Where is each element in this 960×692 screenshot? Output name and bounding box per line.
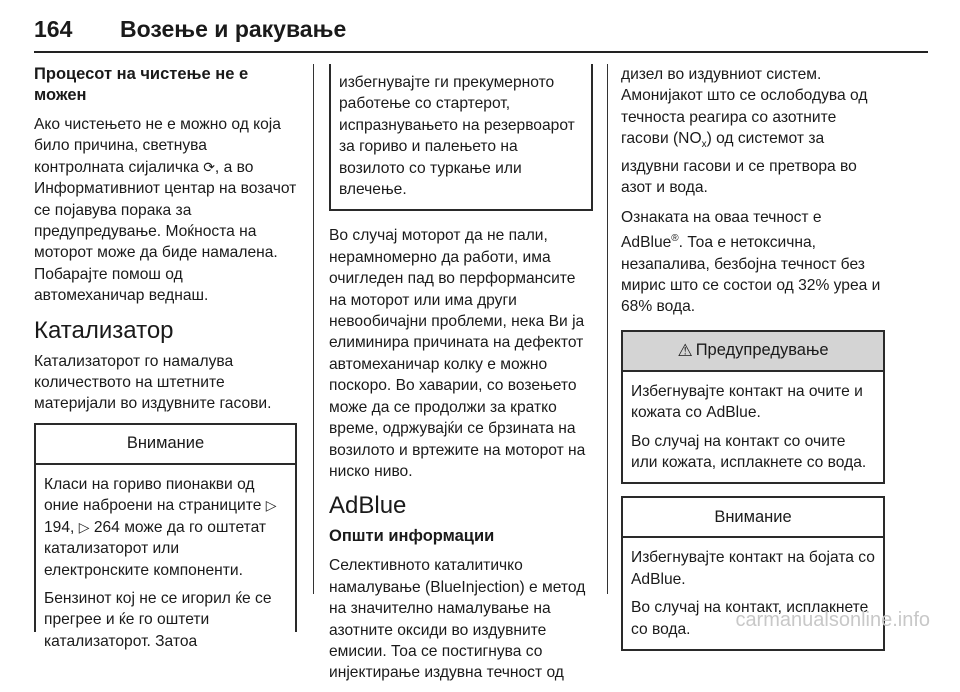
column-3	[621, 64, 885, 651]
column-1	[34, 64, 297, 650]
chapter-title: Возење и ракување	[120, 16, 347, 42]
notice-body-paint	[623, 538, 883, 649]
page-ref-arrow-icon: ▷	[78, 518, 90, 535]
notice-body-continued	[331, 64, 591, 209]
paragraph-catalyst: Катализаторот го намалува количеството на штетните материјали во издувните гасови.	[34, 352, 272, 413]
paragraph-engine-problems: Во случај моторот да не пали, нерамномерно да работи, има очигледен пад во перформансите на моторот или има други невообичајни проблеми, нека Ви ја елиминира причината на дефектот автомеханичар колку е можно поскоро. Во хаварии, со возењето може да се продолжи за кратко време, одржувајќи се брзината на возилото и вртежите на моторот на ниско ниво.	[329, 227, 586, 480]
notice-paint-paragraph-2: Во случај на контакт, исплакнете со вода.	[631, 599, 869, 638]
column-divider-1	[313, 64, 314, 594]
warning-paragraph-1: Избегнувајте контакт на очите и кожата со AdBlue.	[631, 382, 863, 422]
notice-paragraph-2: Бензинот кој не се игорил ќе се прегрее и ќе го оштети катализаторот. Затоа	[44, 589, 272, 650]
notice-box-catalyst	[34, 423, 297, 650]
paragraph-cleaning: Ако чистењето не е можно од која било причина, светнува контролната сијаличка ⟳, а во Информативниот центар на возачот се појавува порака за предупредување. Моќноста на моторот може да биде намалена. Побарајте помош од автомеханичар веднаш.	[34, 116, 297, 305]
notice-box-continued	[329, 64, 593, 211]
filter-warning-icon: ⟳	[203, 158, 215, 175]
section-heading-cleaning: Процесот на чистење не е можен	[34, 65, 249, 104]
notice-body	[36, 465, 295, 661]
column-2	[329, 64, 593, 692]
notice-paragraph-1: Класи на гориво пионакви од оние наброени на страниците ▷ 194, ▷ 264 може да го оштетат катализаторот или електронските компоненти.	[44, 475, 277, 579]
warning-paragraph-2: Во случај на контакт со очите или кожата, исплакнете со вода.	[631, 432, 867, 471]
subheading-general-info: Општи информации	[329, 527, 495, 546]
header-rule	[34, 51, 928, 53]
page-ref-link[interactable]: 194	[44, 518, 71, 536]
warning-triangle-icon: ⚠	[677, 341, 693, 361]
notice-title: Внимание	[36, 425, 295, 465]
notice-title-paint: Внимание	[623, 498, 883, 538]
page-ref-arrow-icon: ▷	[265, 497, 277, 514]
paragraph-scr: Селективното каталитичко намалување (BlueInjection) е метод на значително намалување на азотните оксиди во издувните емисии. Тоа се постигнува со инјектирање издувна течност од	[329, 557, 586, 682]
warning-box-adblue	[621, 330, 885, 485]
notice-paint-paragraph-1: Избегнувајте контакт на бојата со AdBlue.	[631, 549, 875, 588]
paragraph-adblue-fluid: Ознаката на оваа течност е AdBlue®. Тоа е нетоксична, незапалива, безбојна течност без мирис што се состои од 32% уреа и 68% вода.	[621, 208, 881, 316]
warning-body	[623, 372, 883, 483]
page-ref-link[interactable]: 264	[93, 518, 120, 536]
page-header	[34, 10, 928, 50]
notice-continued-text: избегнувајте ги прекумерното работење со стартерот, испразнувањето на резервоарот за гориво и палењето на возилото со туркање или влечење.	[339, 74, 575, 199]
section-heading-adblue: AdBlue	[329, 492, 407, 520]
warning-title-bar	[623, 332, 883, 372]
section-heading-catalyst: Катализатор	[34, 316, 174, 344]
page-number: 164	[34, 16, 73, 42]
warning-title: Предупредување	[695, 341, 829, 360]
column-divider-2	[607, 64, 608, 594]
watermark: carmanualsonline.info	[735, 609, 930, 631]
paragraph-ammonia: дизел во издувниот систем. Амонијакот што се ослободува од течноста реагира со азотните гасови $(NO_x)$ од системот за издувни гасови и се претвора во азот и вода.	[621, 66, 868, 197]
